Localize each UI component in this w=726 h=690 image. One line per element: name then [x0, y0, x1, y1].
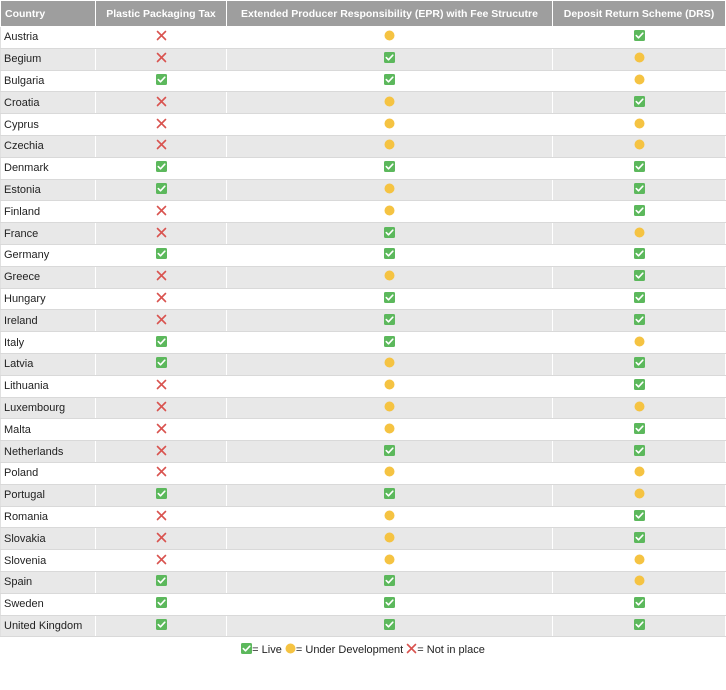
status-cell: [553, 179, 726, 201]
status-cell: [96, 462, 227, 484]
green-checkbox-icon: [634, 270, 645, 284]
yellow-circle-icon: [384, 139, 395, 153]
green-checkbox-icon: [384, 52, 395, 66]
green-checkbox-icon: [634, 30, 645, 44]
yellow-circle-icon: [384, 401, 395, 415]
table-row: [1, 288, 726, 310]
status-cell: [553, 484, 726, 506]
yellow-circle-icon: [634, 401, 645, 415]
table-row: [1, 157, 726, 179]
table-row: [1, 92, 726, 114]
green-checkbox-icon: [384, 575, 395, 589]
country-cell: Begium: [1, 48, 96, 70]
country-cell: Portugal: [1, 484, 96, 506]
green-checkbox-icon: [156, 74, 167, 88]
status-cell: [96, 593, 227, 615]
status-cell: [227, 615, 553, 637]
status-cell: [553, 528, 726, 550]
status-cell: [553, 550, 726, 572]
yellow-circle-icon: [384, 423, 395, 437]
status-cell: [96, 332, 227, 354]
red-cross-icon: [156, 139, 167, 153]
status-cell: [96, 179, 227, 201]
yellow-circle-icon: [384, 270, 395, 284]
red-cross-icon: [156, 466, 167, 480]
country-cell: Denmark: [1, 157, 96, 179]
status-cell: [553, 114, 726, 136]
status-cell: [227, 92, 553, 114]
country-cell: Latvia: [1, 353, 96, 375]
status-cell: [227, 397, 553, 419]
table-row: [1, 353, 726, 375]
table-row: [1, 48, 726, 70]
status-cell: [96, 114, 227, 136]
country-cell: Slovenia: [1, 550, 96, 572]
status-cell: [227, 244, 553, 266]
country-cell: Sweden: [1, 593, 96, 615]
green-checkbox-icon: [634, 292, 645, 306]
red-cross-icon: [156, 292, 167, 306]
green-checkbox-icon: [634, 379, 645, 393]
green-checkbox-icon: [634, 619, 645, 633]
status-cell: [96, 244, 227, 266]
status-cell: [227, 179, 553, 201]
country-cell: Czechia: [1, 135, 96, 157]
yellow-circle-icon: [384, 554, 395, 568]
status-cell: [227, 310, 553, 332]
header-country: Country: [1, 1, 96, 27]
status-cell: [553, 353, 726, 375]
status-cell: [96, 135, 227, 157]
yellow-circle-icon: [384, 183, 395, 197]
green-checkbox-icon: [156, 575, 167, 589]
status-cell: [96, 288, 227, 310]
green-checkbox-icon: [634, 445, 645, 459]
country-cell: Croatia: [1, 92, 96, 114]
green-checkbox-icon: [384, 336, 395, 350]
table-row: [1, 375, 726, 397]
green-checkbox-icon: [634, 96, 645, 110]
yellow-circle-icon: [384, 205, 395, 219]
green-checkbox-icon: [634, 314, 645, 328]
status-cell: [96, 92, 227, 114]
status-cell: [96, 70, 227, 92]
country-cell: Bulgaria: [1, 70, 96, 92]
status-cell: [96, 484, 227, 506]
red-cross-icon: [156, 379, 167, 393]
status-cell: [227, 114, 553, 136]
status-cell: [96, 506, 227, 528]
table-row: [1, 615, 726, 637]
status-cell: [553, 397, 726, 419]
yellow-circle-icon: [384, 379, 395, 393]
status-cell: [553, 288, 726, 310]
status-cell: [96, 528, 227, 550]
country-cell: United Kingdom: [1, 615, 96, 637]
green-checkbox-icon: [384, 619, 395, 633]
red-cross-icon: [156, 30, 167, 44]
green-checkbox-icon: [384, 292, 395, 306]
yellow-circle-icon: [384, 466, 395, 480]
status-cell: [227, 288, 553, 310]
legend: [0, 643, 726, 657]
red-cross-icon: [156, 532, 167, 546]
green-checkbox-icon: [634, 357, 645, 371]
yellow-circle-icon: [634, 139, 645, 153]
status-cell: [227, 419, 553, 441]
yellow-circle-icon: [634, 118, 645, 132]
status-cell: [553, 310, 726, 332]
country-cell: Luxembourg: [1, 397, 96, 419]
green-checkbox-icon: [384, 488, 395, 502]
status-cell: [553, 375, 726, 397]
green-checkbox-icon: [156, 619, 167, 633]
status-cell: [553, 223, 726, 245]
status-cell: [553, 332, 726, 354]
green-checkbox-icon: [156, 357, 167, 371]
status-cell: [553, 441, 726, 463]
country-cell: Poland: [1, 462, 96, 484]
red-cross-icon: [156, 227, 167, 241]
status-cell: [227, 528, 553, 550]
status-cell: [96, 353, 227, 375]
status-cell: [227, 484, 553, 506]
yellow-circle-icon: [634, 466, 645, 480]
status-cell: [227, 506, 553, 528]
header-plastic-packaging-tax: Plastic Packaging Tax: [96, 1, 227, 27]
status-cell: [96, 571, 227, 593]
status-cell: [227, 550, 553, 572]
green-checkbox-icon: [634, 532, 645, 546]
status-cell: [227, 135, 553, 157]
red-cross-icon: [406, 643, 417, 657]
red-cross-icon: [156, 96, 167, 110]
table-row: [1, 244, 726, 266]
green-checkbox-icon: [241, 643, 252, 657]
status-cell: [553, 157, 726, 179]
status-cell: [96, 223, 227, 245]
green-checkbox-icon: [634, 205, 645, 219]
legend-not-text: = Not in place: [417, 644, 485, 656]
table-row: [1, 223, 726, 245]
green-checkbox-icon: [634, 183, 645, 197]
country-cell: Germany: [1, 244, 96, 266]
table-row: [1, 593, 726, 615]
yellow-circle-icon: [634, 554, 645, 568]
green-checkbox-icon: [634, 248, 645, 262]
yellow-circle-icon: [285, 643, 296, 657]
red-cross-icon: [156, 205, 167, 219]
red-cross-icon: [156, 445, 167, 459]
status-cell: [553, 593, 726, 615]
green-checkbox-icon: [384, 74, 395, 88]
green-checkbox-icon: [384, 314, 395, 328]
table-row: [1, 179, 726, 201]
yellow-circle-icon: [384, 96, 395, 110]
country-cell: Slovakia: [1, 528, 96, 550]
status-cell: [96, 310, 227, 332]
header-epr: Extended Producer Responsibility (EPR) with Fee Strucutre: [227, 1, 553, 27]
green-checkbox-icon: [384, 161, 395, 175]
table-row: [1, 70, 726, 92]
status-cell: [96, 397, 227, 419]
status-cell: [96, 27, 227, 49]
table-row: [1, 506, 726, 528]
status-cell: [227, 266, 553, 288]
table-row: [1, 528, 726, 550]
status-cell: [227, 375, 553, 397]
status-cell: [553, 48, 726, 70]
table-row: [1, 462, 726, 484]
status-cell: [227, 27, 553, 49]
green-checkbox-icon: [156, 161, 167, 175]
table-row: [1, 484, 726, 506]
status-cell: [553, 201, 726, 223]
country-cell: Italy: [1, 332, 96, 354]
status-cell: [553, 419, 726, 441]
table-row: [1, 441, 726, 463]
green-checkbox-icon: [634, 510, 645, 524]
green-checkbox-icon: [384, 445, 395, 459]
green-checkbox-icon: [156, 183, 167, 197]
table-row: [1, 332, 726, 354]
yellow-circle-icon: [384, 118, 395, 132]
status-cell: [227, 353, 553, 375]
status-cell: [553, 135, 726, 157]
country-cell: Austria: [1, 27, 96, 49]
table-row: [1, 310, 726, 332]
status-cell: [553, 70, 726, 92]
status-cell: [96, 615, 227, 637]
table-row: [1, 114, 726, 136]
yellow-circle-icon: [634, 488, 645, 502]
status-cell: [96, 266, 227, 288]
yellow-circle-icon: [384, 510, 395, 524]
country-cell: Finland: [1, 201, 96, 223]
table-row: [1, 397, 726, 419]
status-cell: [96, 48, 227, 70]
country-cell: Malta: [1, 419, 96, 441]
red-cross-icon: [156, 314, 167, 328]
yellow-circle-icon: [634, 575, 645, 589]
country-cell: Hungary: [1, 288, 96, 310]
status-cell: [227, 462, 553, 484]
table-row: [1, 27, 726, 49]
yellow-circle-icon: [634, 227, 645, 241]
yellow-circle-icon: [634, 336, 645, 350]
legend-live-text: = Live: [252, 644, 282, 656]
status-cell: [227, 201, 553, 223]
green-checkbox-icon: [384, 597, 395, 611]
legend-dev-text: = Under Development: [295, 644, 404, 656]
yellow-circle-icon: [384, 30, 395, 44]
green-checkbox-icon: [156, 488, 167, 502]
green-checkbox-icon: [634, 597, 645, 611]
status-cell: [96, 201, 227, 223]
country-cell: Ireland: [1, 310, 96, 332]
country-cell: Estonia: [1, 179, 96, 201]
green-checkbox-icon: [156, 597, 167, 611]
country-cell: Romania: [1, 506, 96, 528]
table-row: [1, 201, 726, 223]
red-cross-icon: [156, 401, 167, 415]
red-cross-icon: [156, 118, 167, 132]
status-cell: [553, 244, 726, 266]
status-cell: [553, 92, 726, 114]
status-cell: [227, 593, 553, 615]
status-cell: [227, 441, 553, 463]
country-cell: Spain: [1, 571, 96, 593]
table-row: [1, 266, 726, 288]
yellow-circle-icon: [634, 52, 645, 66]
yellow-circle-icon: [634, 74, 645, 88]
status-cell: [227, 70, 553, 92]
green-checkbox-icon: [156, 336, 167, 350]
status-cell: [96, 441, 227, 463]
status-cell: [553, 615, 726, 637]
red-cross-icon: [156, 510, 167, 524]
red-cross-icon: [156, 423, 167, 437]
yellow-circle-icon: [384, 357, 395, 371]
status-cell: [553, 506, 726, 528]
status-cell: [227, 48, 553, 70]
green-checkbox-icon: [384, 227, 395, 241]
green-checkbox-icon: [634, 161, 645, 175]
table-row: [1, 135, 726, 157]
status-cell: [553, 266, 726, 288]
red-cross-icon: [156, 554, 167, 568]
status-cell: [96, 375, 227, 397]
status-cell: [553, 462, 726, 484]
green-checkbox-icon: [156, 248, 167, 262]
status-cell: [227, 332, 553, 354]
status-cell: [553, 27, 726, 49]
country-cell: Cyprus: [1, 114, 96, 136]
red-cross-icon: [156, 52, 167, 66]
country-cell: France: [1, 223, 96, 245]
status-cell: [96, 550, 227, 572]
green-checkbox-icon: [634, 423, 645, 437]
table-body: [1, 27, 726, 637]
status-cell: [227, 223, 553, 245]
country-cell: Netherlands: [1, 441, 96, 463]
status-cell: [96, 419, 227, 441]
table-row: [1, 550, 726, 572]
yellow-circle-icon: [384, 532, 395, 546]
red-cross-icon: [156, 270, 167, 284]
header-row: [1, 1, 726, 27]
table-row: [1, 419, 726, 441]
status-cell: [227, 571, 553, 593]
country-cell: Lithuania: [1, 375, 96, 397]
status-cell: [227, 157, 553, 179]
country-cell: Greece: [1, 266, 96, 288]
status-cell: [96, 157, 227, 179]
table-row: [1, 571, 726, 593]
header-drs: Deposit Return Scheme (DRS): [553, 1, 726, 27]
green-checkbox-icon: [384, 248, 395, 262]
status-cell: [553, 571, 726, 593]
